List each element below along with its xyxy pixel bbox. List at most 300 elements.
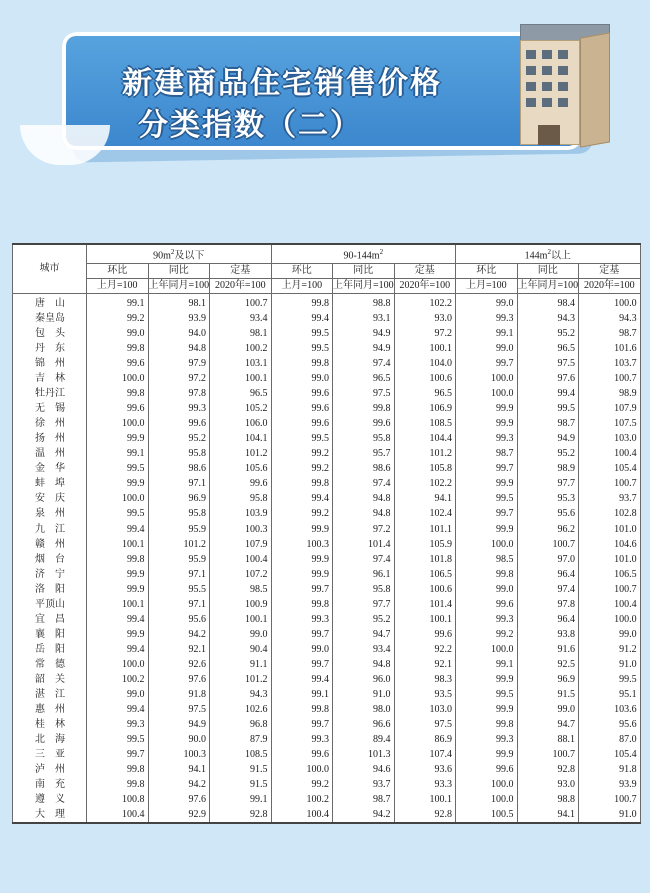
index-value: 99.8 (456, 567, 518, 582)
index-value: 94.1 (148, 763, 210, 778)
index-value: 97.6 (148, 672, 210, 687)
index-value: 99.9 (87, 477, 149, 492)
index-value: 95.2 (517, 326, 579, 341)
index-value: 93.4 (210, 311, 272, 326)
index-value: 100.0 (456, 642, 518, 657)
index-value: 105.9 (394, 537, 456, 552)
index-value: 98.3 (394, 672, 456, 687)
index-value: 92.8 (210, 808, 272, 823)
table-row (13, 372, 641, 387)
index-value: 91.0 (579, 808, 641, 823)
sub-header: 定基 (579, 264, 641, 279)
index-value: 94.9 (148, 718, 210, 733)
index-value: 100.7 (517, 537, 579, 552)
index-value: 100.5 (456, 808, 518, 823)
index-value: 99.6 (87, 356, 149, 371)
index-value: 101.6 (579, 341, 641, 356)
index-value: 100.2 (271, 793, 333, 808)
index-value: 101.3 (333, 748, 395, 763)
index-value: 92.1 (148, 642, 210, 657)
index-value: 98.1 (210, 326, 272, 341)
city-name: 遵 义 (13, 793, 87, 808)
index-value: 99.8 (271, 294, 333, 312)
city-name: 济 宁 (13, 567, 87, 582)
table-row (13, 808, 641, 823)
index-value: 91.6 (517, 642, 579, 657)
table-row (13, 311, 641, 326)
index-value: 98.5 (456, 552, 518, 567)
sub-header-row (13, 264, 641, 279)
index-value: 99.9 (456, 522, 518, 537)
index-value: 100.0 (456, 537, 518, 552)
index-value: 93.0 (394, 311, 456, 326)
index-value: 106.5 (579, 567, 641, 582)
city-name: 襄 阳 (13, 627, 87, 642)
index-value: 99.1 (210, 793, 272, 808)
index-value: 100.6 (394, 372, 456, 387)
city-name: 泉 州 (13, 507, 87, 522)
index-value: 91.5 (210, 778, 272, 793)
index-value: 99.2 (271, 462, 333, 477)
index-value: 97.7 (517, 477, 579, 492)
sub-header: 同比 (333, 264, 395, 279)
table-row (13, 522, 641, 537)
building-icon (500, 10, 620, 150)
index-value: 99.5 (456, 688, 518, 703)
index-value: 93.7 (579, 492, 641, 507)
index-value: 96.4 (517, 612, 579, 627)
index-value: 91.1 (210, 657, 272, 672)
index-value: 92.9 (148, 808, 210, 823)
index-value: 99.5 (579, 672, 641, 687)
index-value: 99.4 (87, 612, 149, 627)
index-value: 98.0 (333, 703, 395, 718)
index-value: 95.8 (148, 447, 210, 462)
index-value: 95.9 (148, 552, 210, 567)
index-value: 99.2 (271, 507, 333, 522)
index-value: 98.9 (579, 387, 641, 402)
index-value: 100.0 (87, 372, 149, 387)
index-value: 99.1 (456, 326, 518, 341)
index-value: 99.5 (517, 402, 579, 417)
index-value: 100.1 (87, 597, 149, 612)
index-value: 94.8 (333, 492, 395, 507)
index-value: 102.2 (394, 477, 456, 492)
index-value: 105.8 (394, 462, 456, 477)
index-value: 94.2 (333, 808, 395, 823)
table-row (13, 688, 641, 703)
index-value: 92.5 (517, 657, 579, 672)
index-value: 94.9 (333, 326, 395, 341)
index-value: 102.6 (210, 703, 272, 718)
index-value: 99.5 (456, 492, 518, 507)
index-value: 95.6 (148, 612, 210, 627)
city-name: 宜 昌 (13, 612, 87, 627)
index-value: 107.9 (579, 402, 641, 417)
index-value: 99.7 (456, 356, 518, 371)
index-value: 99.7 (271, 718, 333, 733)
index-value: 95.5 (148, 582, 210, 597)
index-value: 95.1 (579, 688, 641, 703)
table-row (13, 507, 641, 522)
index-value: 99.6 (456, 763, 518, 778)
index-value: 99.0 (210, 627, 272, 642)
index-value: 107.2 (210, 567, 272, 582)
index-value: 100.2 (87, 672, 149, 687)
table-row (13, 597, 641, 612)
index-value: 99.8 (271, 703, 333, 718)
index-value: 99.9 (456, 703, 518, 718)
index-value: 99.6 (87, 402, 149, 417)
index-value: 97.8 (517, 597, 579, 612)
index-value: 90.4 (210, 642, 272, 657)
index-value: 104.4 (394, 432, 456, 447)
index-value: 99.6 (333, 417, 395, 432)
city-name: 湛 江 (13, 688, 87, 703)
index-value: 107.9 (210, 537, 272, 552)
index-value: 97.4 (517, 582, 579, 597)
index-value: 99.7 (456, 462, 518, 477)
city-name: 锦 州 (13, 356, 87, 371)
table-row (13, 657, 641, 672)
index-value: 100.3 (210, 522, 272, 537)
index-value: 100.0 (579, 294, 641, 312)
index-value: 100.0 (271, 763, 333, 778)
index-value: 93.0 (517, 778, 579, 793)
index-value: 95.8 (148, 507, 210, 522)
city-name: 九 江 (13, 522, 87, 537)
index-value: 100.4 (87, 808, 149, 823)
index-value: 98.7 (333, 793, 395, 808)
index-value: 99.6 (271, 417, 333, 432)
city-name: 平顶山 (13, 597, 87, 612)
index-value: 104.1 (210, 432, 272, 447)
index-value: 94.1 (394, 492, 456, 507)
index-value: 99.3 (456, 733, 518, 748)
index-value: 89.4 (333, 733, 395, 748)
table-row (13, 432, 641, 447)
table-row (13, 477, 641, 492)
index-value: 99.8 (87, 763, 149, 778)
index-value: 100.0 (87, 657, 149, 672)
index-value: 99.3 (456, 432, 518, 447)
index-value: 95.7 (333, 447, 395, 462)
index-value: 99.8 (87, 387, 149, 402)
index-value: 91.5 (517, 688, 579, 703)
index-value: 98.1 (148, 294, 210, 312)
sub-header: 同比 (148, 264, 210, 279)
index-value: 99.6 (456, 597, 518, 612)
index-value: 99.3 (456, 612, 518, 627)
index-value: 99.4 (271, 492, 333, 507)
index-value: 94.7 (333, 627, 395, 642)
index-value: 99.9 (456, 748, 518, 763)
index-value: 94.3 (517, 311, 579, 326)
table-row (13, 703, 641, 718)
index-value: 97.5 (517, 356, 579, 371)
city-name: 赣 州 (13, 537, 87, 552)
index-value: 99.6 (148, 417, 210, 432)
index-value: 97.6 (517, 372, 579, 387)
index-value: 106.9 (394, 402, 456, 417)
sub-header: 定基 (210, 264, 272, 279)
index-value: 101.2 (210, 672, 272, 687)
index-value: 96.5 (517, 341, 579, 356)
index-value: 93.5 (394, 688, 456, 703)
index-value: 103.7 (579, 356, 641, 371)
index-value: 94.8 (333, 657, 395, 672)
index-value: 99.9 (456, 417, 518, 432)
index-value: 93.4 (333, 642, 395, 657)
index-value: 100.1 (210, 372, 272, 387)
index-value: 105.2 (210, 402, 272, 417)
index-value: 99.8 (87, 778, 149, 793)
index-value: 99.0 (87, 688, 149, 703)
index-value: 99.9 (456, 477, 518, 492)
index-value: 99.3 (271, 612, 333, 627)
city-name: 无 锡 (13, 402, 87, 417)
index-value: 91.5 (210, 763, 272, 778)
index-value: 100.2 (210, 341, 272, 356)
index-value: 92.8 (394, 808, 456, 823)
index-value: 98.6 (148, 462, 210, 477)
index-value: 96.4 (517, 567, 579, 582)
index-value: 101.2 (394, 447, 456, 462)
index-value: 98.7 (579, 326, 641, 341)
index-value: 96.2 (517, 522, 579, 537)
price-index-table (12, 243, 641, 824)
base-header: 上年同月=100 (517, 279, 579, 294)
index-value: 97.4 (333, 356, 395, 371)
index-value: 92.6 (148, 657, 210, 672)
index-value: 99.9 (456, 672, 518, 687)
index-value: 99.3 (87, 718, 149, 733)
index-value: 100.8 (87, 793, 149, 808)
table-row (13, 567, 641, 582)
index-value: 100.1 (210, 612, 272, 627)
index-value: 94.0 (148, 326, 210, 341)
city-name: 蚌 埠 (13, 477, 87, 492)
index-value: 103.9 (210, 507, 272, 522)
index-value: 99.5 (87, 462, 149, 477)
index-value: 99.6 (271, 402, 333, 417)
index-value: 94.7 (517, 718, 579, 733)
city-name: 秦皇岛 (13, 311, 87, 326)
index-value: 96.5 (394, 387, 456, 402)
city-name: 岳 阳 (13, 642, 87, 657)
index-value: 90.0 (148, 733, 210, 748)
sub-header: 同比 (517, 264, 579, 279)
index-value: 94.9 (517, 432, 579, 447)
table-row (13, 402, 641, 417)
group-header-medium: $90-144m^2$ (271, 244, 456, 264)
index-value: 96.8 (210, 718, 272, 733)
index-value: 100.7 (579, 582, 641, 597)
index-value: 100.7 (579, 372, 641, 387)
index-value: 101.4 (394, 597, 456, 612)
index-value: 99.3 (456, 311, 518, 326)
index-value: 102.8 (579, 507, 641, 522)
base-header: 上月=100 (271, 279, 333, 294)
index-value: 99.9 (456, 402, 518, 417)
index-value: 99.0 (456, 341, 518, 356)
index-value: 99.9 (271, 552, 333, 567)
table-row (13, 294, 641, 312)
index-value: 99.8 (87, 341, 149, 356)
table-row (13, 642, 641, 657)
index-value: 87.0 (579, 733, 641, 748)
index-value: 95.6 (517, 507, 579, 522)
table-row (13, 341, 641, 356)
city-name: 洛 阳 (13, 582, 87, 597)
index-value: 105.4 (579, 462, 641, 477)
index-value: 97.5 (394, 718, 456, 733)
index-value: 91.2 (579, 642, 641, 657)
index-value: 88.1 (517, 733, 579, 748)
city-name: 包 头 (13, 326, 87, 341)
index-value: 101.2 (148, 537, 210, 552)
page-subtitle: 分类指数（二） (138, 109, 362, 142)
index-value: 97.2 (148, 372, 210, 387)
index-value: 94.8 (148, 341, 210, 356)
index-value: 99.7 (271, 582, 333, 597)
index-value: 99.3 (271, 733, 333, 748)
city-name: 南 充 (13, 778, 87, 793)
index-value: 99.1 (87, 447, 149, 462)
index-value: 100.0 (456, 793, 518, 808)
index-value: 99.2 (271, 778, 333, 793)
index-value: 102.2 (394, 294, 456, 312)
index-value: 101.0 (579, 522, 641, 537)
index-value: 95.3 (517, 492, 579, 507)
index-value: 99.6 (210, 477, 272, 492)
index-value: 100.3 (271, 537, 333, 552)
index-value: 104.6 (579, 537, 641, 552)
index-value: 98.9 (517, 462, 579, 477)
index-value: 99.4 (271, 672, 333, 687)
table-row (13, 447, 641, 462)
index-value: 96.6 (333, 718, 395, 733)
index-value: 100.1 (394, 341, 456, 356)
index-value: 93.9 (148, 311, 210, 326)
city-name: 徐 州 (13, 417, 87, 432)
base-header-row (13, 279, 641, 294)
index-value: 99.8 (271, 477, 333, 492)
index-value: 92.8 (517, 763, 579, 778)
index-value: 99.7 (271, 657, 333, 672)
table-row (13, 387, 641, 402)
index-value: 99.3 (148, 402, 210, 417)
index-value: 94.3 (579, 311, 641, 326)
city-name: 常 德 (13, 657, 87, 672)
sub-header: 环比 (87, 264, 149, 279)
index-value: 98.7 (456, 447, 518, 462)
base-header: 上年同月=100 (148, 279, 210, 294)
index-value: 97.0 (517, 552, 579, 567)
index-value: 103.0 (394, 703, 456, 718)
index-value: 96.5 (210, 387, 272, 402)
index-value: 101.4 (333, 537, 395, 552)
index-value: 101.1 (394, 522, 456, 537)
index-value: 108.5 (210, 748, 272, 763)
table-row (13, 492, 641, 507)
index-value: 95.8 (333, 582, 395, 597)
index-value: 98.6 (333, 462, 395, 477)
title-banner (0, 0, 650, 245)
index-value: 95.9 (148, 522, 210, 537)
index-value: 95.2 (517, 447, 579, 462)
base-header: 2020年=100 (210, 279, 272, 294)
index-value: 96.9 (148, 492, 210, 507)
table-row (13, 552, 641, 567)
index-value: 99.0 (87, 326, 149, 341)
index-value: 100.3 (148, 748, 210, 763)
index-value: 94.2 (148, 778, 210, 793)
index-value: 98.8 (333, 294, 395, 312)
index-value: 100.1 (394, 793, 456, 808)
index-value: 99.0 (579, 627, 641, 642)
index-value: 100.7 (210, 294, 272, 312)
index-value: 99.2 (456, 627, 518, 642)
table-row (13, 582, 641, 597)
index-value: 99.6 (394, 627, 456, 642)
index-value: 107.5 (579, 417, 641, 432)
index-value: 100.7 (579, 477, 641, 492)
index-value: 99.8 (271, 597, 333, 612)
index-value: 99.7 (456, 507, 518, 522)
index-value: 99.5 (271, 432, 333, 447)
index-value: 98.8 (517, 793, 579, 808)
index-value: 99.5 (87, 507, 149, 522)
index-value: 99.1 (87, 294, 149, 312)
index-value: 93.3 (394, 778, 456, 793)
index-value: 97.2 (394, 326, 456, 341)
sub-header: 定基 (394, 264, 456, 279)
city-name: 吉 林 (13, 372, 87, 387)
index-value: 98.4 (517, 294, 579, 312)
city-name: 温 州 (13, 447, 87, 462)
index-value: 104.0 (394, 356, 456, 371)
table-row (13, 356, 641, 371)
table-row (13, 793, 641, 808)
index-value: 96.1 (333, 567, 395, 582)
index-value: 99.9 (87, 432, 149, 447)
index-value: 100.4 (271, 808, 333, 823)
index-value: 99.5 (87, 733, 149, 748)
index-value: 103.1 (210, 356, 272, 371)
table-row (13, 417, 641, 432)
index-value: 97.5 (148, 703, 210, 718)
index-value: 95.2 (333, 612, 395, 627)
index-value: 99.5 (271, 341, 333, 356)
index-value: 103.6 (579, 703, 641, 718)
base-header: 上月=100 (456, 279, 518, 294)
index-value: 99.1 (456, 657, 518, 672)
index-value: 99.1 (271, 688, 333, 703)
city-name: 惠 州 (13, 703, 87, 718)
table-row (13, 748, 641, 763)
index-value: 99.8 (333, 402, 395, 417)
city-name: 韶 关 (13, 672, 87, 687)
city-name: 安 庆 (13, 492, 87, 507)
index-value: 100.0 (456, 372, 518, 387)
index-value: 97.6 (148, 793, 210, 808)
index-value: 99.2 (271, 447, 333, 462)
index-value: 100.1 (394, 612, 456, 627)
index-value: 100.7 (517, 748, 579, 763)
table-row (13, 733, 641, 748)
index-value: 106.0 (210, 417, 272, 432)
